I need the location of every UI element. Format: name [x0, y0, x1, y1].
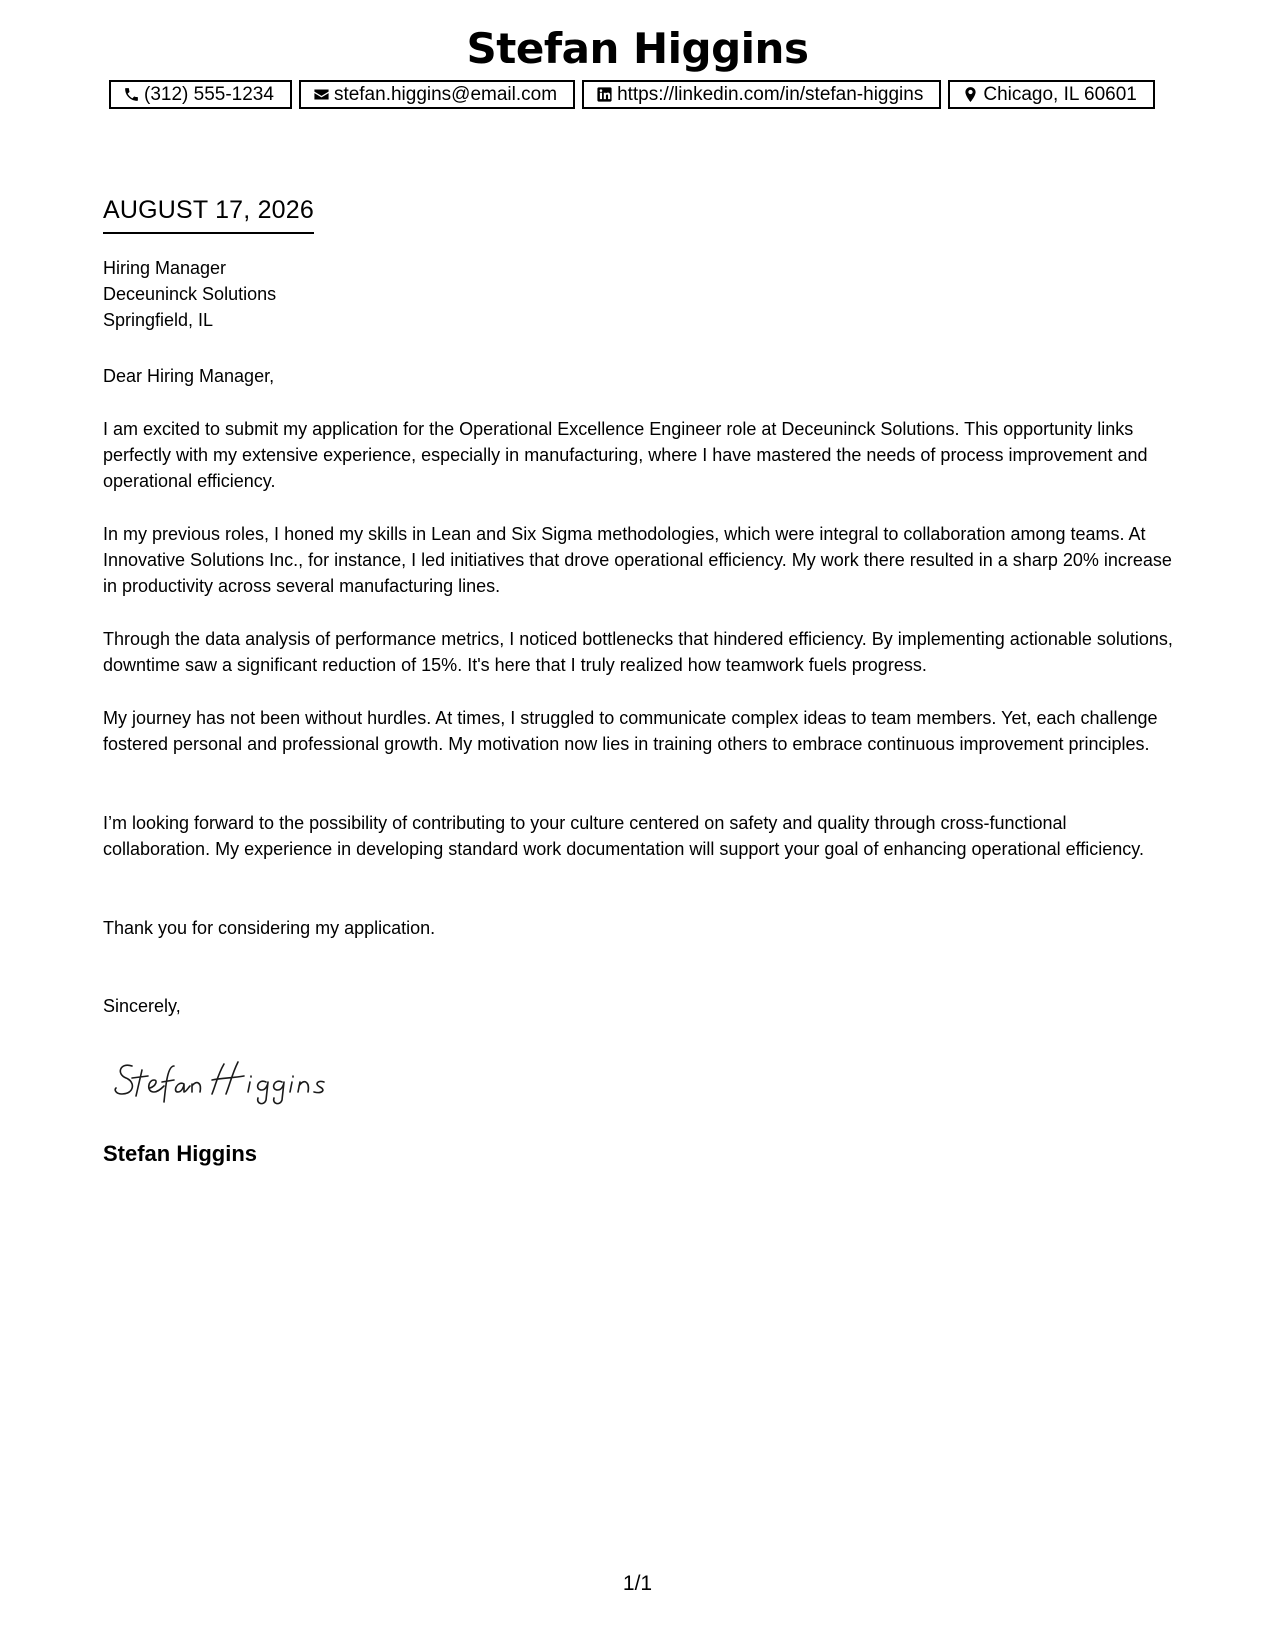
contact-email: [299, 80, 575, 109]
email-address: stefan.higgins@email.com: [333, 83, 558, 105]
closing-line: Sincerely,: [103, 996, 181, 1016]
recipient-location: Springfield, IL: [103, 310, 214, 330]
map-pin-icon: [962, 86, 979, 103]
letter-date: AUGUST 17, 2026: [103, 194, 314, 234]
paragraph-text: Thank you for considering my application.: [103, 918, 436, 938]
phone-icon: [123, 86, 140, 103]
recipient-company: Deceuninck Solutions: [103, 284, 277, 304]
recipient-block: [103, 255, 276, 333]
linkedin-url: https://linkedin.com/in/stefan-higgins: [617, 83, 924, 105]
linkedin-icon: [596, 86, 613, 103]
contact-info-bar: [109, 80, 1155, 109]
envelope-icon: [313, 86, 330, 103]
body-paragraph: [103, 416, 1178, 494]
body-paragraph: [103, 705, 1178, 757]
contact-phone: [109, 80, 292, 109]
body-paragraph: [103, 915, 1178, 941]
location-text: Chicago, IL 60601: [983, 83, 1137, 105]
body-paragraph: [103, 521, 1178, 599]
salutation: Dear Hiring Manager,: [103, 366, 275, 386]
contact-linkedin: [582, 80, 941, 109]
recipient-title: Hiring Manager: [103, 258, 227, 278]
paragraph-text: Through the data analysis of performance metrics, I noticed bottlenecks that hindered efficiency. By implementing actionable solutions, downtime saw a significant reduction of 15%. It's here that I truly realized how teamwork fuels progress.: [103, 629, 1173, 675]
contact-location: [948, 80, 1155, 109]
paragraph-text: I’m looking forward to the possibility of contributing to your culture centered on safety and quality through cross-functional collaboration. My experience in developing standard work documentation will support your goal of enhancing operational efficiency.: [103, 813, 1144, 859]
paragraph-text: In my previous roles, I honed my skills in Lean and Six Sigma methodologies, which were integral to collaboration among teams. At Innovative Solutions Inc., for instance, I led initiatives that drove operational efficiency. My work there resulted in a sharp 20% increase in productivity across several manufacturing lines.: [103, 524, 1172, 596]
handwritten-signature: [112, 1052, 352, 1108]
phone-number: (312) 555-1234: [144, 83, 274, 105]
body-paragraph: [103, 626, 1178, 678]
paragraph-text: I am excited to submit my application for the Operational Excellence Engineer role at Deceuninck Solutions. This opportunity links perfectly with my extensive experience, especially in manufacturing, where I have mastered the needs of process improvement and operational efficiency.: [103, 419, 1148, 491]
signer-name: Stefan Higgins: [103, 1141, 258, 1166]
applicant-name-header: Stefan Higgins: [466, 24, 809, 73]
body-paragraph: [103, 810, 1178, 862]
page-number: 1/1: [622, 1572, 653, 1595]
paragraph-text: My journey has not been without hurdles. At times, I struggled to communicate complex ideas to team members. Yet, each challenge fostered personal and professional growth. My motivation now lies in training others to embrace continuous improvement principles.: [103, 708, 1158, 754]
